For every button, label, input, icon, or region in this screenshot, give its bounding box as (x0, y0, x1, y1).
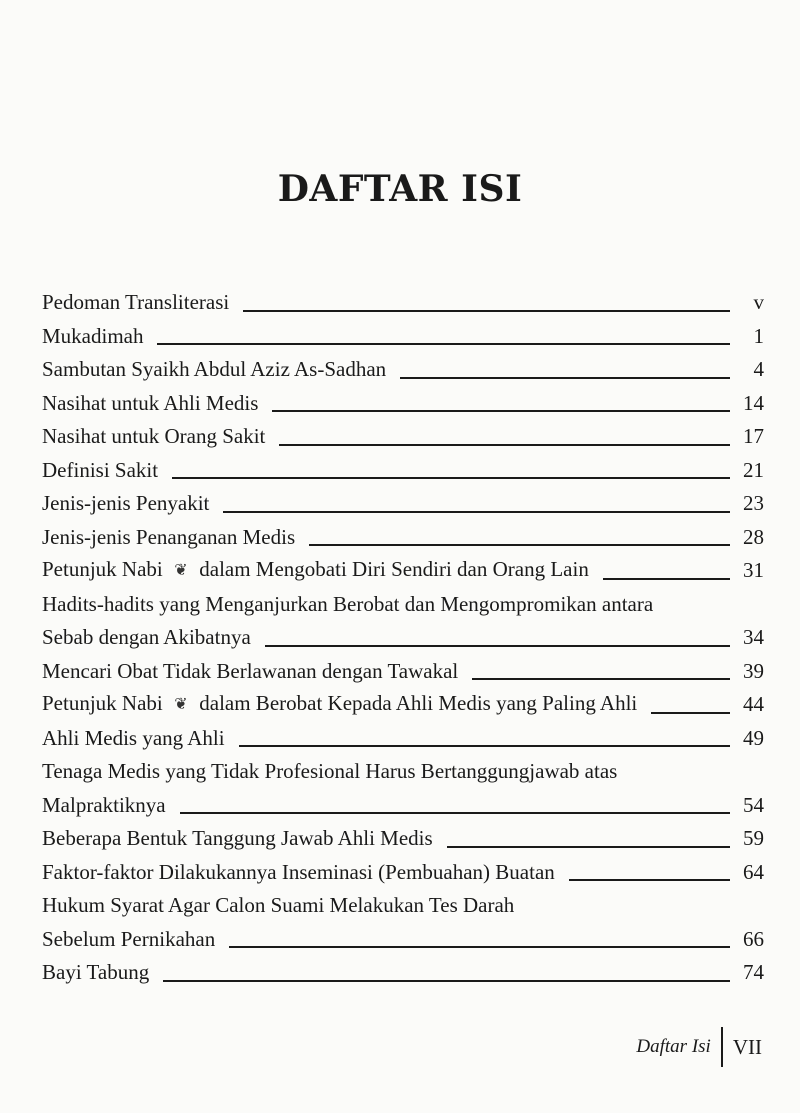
toc-leader-line (603, 578, 730, 580)
toc-entry[interactable] (42, 588, 768, 655)
page-title: DAFTAR ISI (277, 168, 523, 210)
toc-entry-title: Mencari Obat Tidak Berlawanan dengan Tawakal (42, 658, 459, 683)
toc-leader-line (243, 310, 730, 312)
toc-leader-line (279, 444, 730, 446)
toc-entry[interactable] (42, 688, 768, 722)
toc-entry[interactable] (42, 554, 768, 588)
toc-page-number: 4 (753, 357, 764, 381)
toc-entry-title: Faktor-faktor Dilakukannya Inseminasi (Pembuahan) Buatan (42, 859, 555, 884)
toc-entry[interactable] (42, 822, 768, 856)
toc-entry-row (42, 420, 768, 454)
toc-leader-line (265, 645, 730, 647)
toc-entry-row (42, 554, 768, 588)
toc-entry-title: Malpraktiknya (42, 792, 166, 817)
toc-entry-title: Bayi Tabung (42, 960, 150, 984)
toc-leader-line (400, 377, 730, 379)
toc-page-number: 49 (743, 725, 764, 750)
toc-page-number: 59 (743, 826, 764, 850)
table-of-contents (42, 286, 768, 990)
toc-entry[interactable] (42, 320, 768, 354)
toc-entry-title: Jenis-jenis Penanganan Medis (42, 524, 296, 549)
toc-page-number: 66 (743, 926, 764, 951)
toc-leader-line (447, 846, 730, 848)
toc-entry[interactable] (42, 755, 768, 822)
toc-entry[interactable] (42, 856, 768, 890)
toc-entry-title-part: Petunjuk Nabi (42, 556, 163, 581)
toc-entry-title: Definisi Sakit (42, 457, 159, 482)
toc-leader-line (157, 343, 730, 345)
toc-entry-title: Nasihat untuk Ahli Medis (42, 390, 259, 415)
toc-entry[interactable] (42, 722, 768, 756)
toc-leader-line (180, 812, 730, 814)
toc-entry[interactable] (42, 353, 768, 387)
toc-entry-row (42, 856, 768, 890)
toc-page-number: 54 (743, 792, 764, 817)
toc-entry[interactable] (42, 454, 768, 488)
toc-leader-line (309, 544, 730, 546)
toc-leader-line (163, 980, 730, 982)
toc-leader-line (239, 745, 730, 747)
toc-entry-title (42, 687, 637, 722)
toc-entry-row (42, 320, 768, 354)
running-section-title: Daftar Isi (636, 1036, 711, 1057)
toc-leader-line (223, 511, 730, 513)
toc-entry-row (42, 722, 768, 756)
page-number: VII (732, 1034, 762, 1059)
toc-page-number: 44 (743, 692, 764, 716)
toc-entry-row (42, 956, 768, 990)
toc-page-number: 74 (743, 960, 764, 984)
toc-entry[interactable] (42, 956, 768, 990)
toc-entry-title-part: dalam Berobat Kepada Ahli Medis yang Paling Ahli (199, 690, 638, 715)
toc-entry-row (42, 353, 768, 387)
toc-page-number: 34 (743, 625, 764, 649)
salawat-calligraphy-icon: ❦ (174, 562, 188, 579)
toc-page-number: 64 (743, 859, 764, 884)
footer-divider (721, 1027, 723, 1067)
toc-entry[interactable] (42, 889, 768, 956)
toc-entry-title: Jenis-jenis Penyakit (42, 491, 210, 515)
toc-page-number: 28 (743, 524, 764, 549)
toc-entry-title-line: Tenaga Medis yang Tidak Profesional Harus Bertanggungjawab atas (42, 759, 618, 783)
toc-leader-line (651, 712, 730, 714)
toc-page-number: 17 (743, 424, 764, 448)
toc-page-number: v (753, 290, 764, 314)
toc-entry[interactable] (42, 420, 768, 454)
toc-entry[interactable] (42, 387, 768, 421)
toc-entry-title-part: Petunjuk Nabi (42, 690, 163, 715)
toc-entry-title: Ahli Medis yang Ahli (42, 725, 225, 750)
toc-leader-line (569, 879, 730, 881)
toc-leader-line (172, 477, 730, 479)
toc-page-number: 39 (743, 658, 764, 683)
toc-leader-line (472, 678, 730, 680)
toc-entry-title: Beberapa Bentuk Tanggung Jawab Ahli Medis (42, 826, 433, 850)
toc-entry[interactable] (42, 521, 768, 555)
toc-page-number: 21 (743, 457, 764, 482)
toc-entry-title: Sambutan Syaikh Abdul Aziz As-Sadhan (42, 357, 387, 381)
toc-page-number: 31 (743, 558, 764, 582)
toc-entry-row (42, 688, 768, 722)
toc-entry-row (42, 387, 768, 421)
toc-entry[interactable] (42, 487, 768, 521)
toc-entry-title: Sebab dengan Akibatnya (42, 625, 251, 649)
toc-entry-row (42, 487, 768, 521)
toc-entry-row (42, 789, 768, 823)
toc-entry[interactable] (42, 655, 768, 689)
toc-entry-title: Sebelum Pernikahan (42, 926, 216, 951)
toc-page-number: 1 (753, 323, 764, 348)
toc-page-number: 14 (743, 390, 764, 415)
toc-entry-row (42, 521, 768, 555)
toc-entry-title-line: Hukum Syarat Agar Calon Suami Melakukan Tes Darah (42, 893, 515, 917)
toc-entry-row (42, 655, 768, 689)
toc-entry-title: Nasihat untuk Orang Sakit (42, 424, 266, 448)
salawat-calligraphy-icon: ❦ (174, 696, 188, 713)
toc-entry-row (42, 454, 768, 488)
toc-entry-title (42, 553, 589, 588)
toc-entry-row (42, 923, 768, 957)
toc-entry-row (42, 286, 768, 320)
toc-entry[interactable] (42, 286, 768, 320)
toc-entry-title: Mukadimah (42, 323, 144, 348)
toc-entry-title: Pedoman Transliterasi (42, 290, 230, 314)
toc-entry-row (42, 621, 768, 655)
toc-leader-line (272, 410, 730, 412)
toc-entry-title-part: dalam Mengobati Diri Sendiri dan Orang Lain (199, 556, 589, 581)
toc-leader-line (229, 946, 730, 948)
toc-entry-row (42, 822, 768, 856)
toc-entry-title-line: Hadits-hadits yang Menganjurkan Berobat dan Mengompromikan antara (42, 591, 654, 616)
toc-page-number: 23 (743, 491, 764, 515)
page-footer (636, 1027, 762, 1067)
